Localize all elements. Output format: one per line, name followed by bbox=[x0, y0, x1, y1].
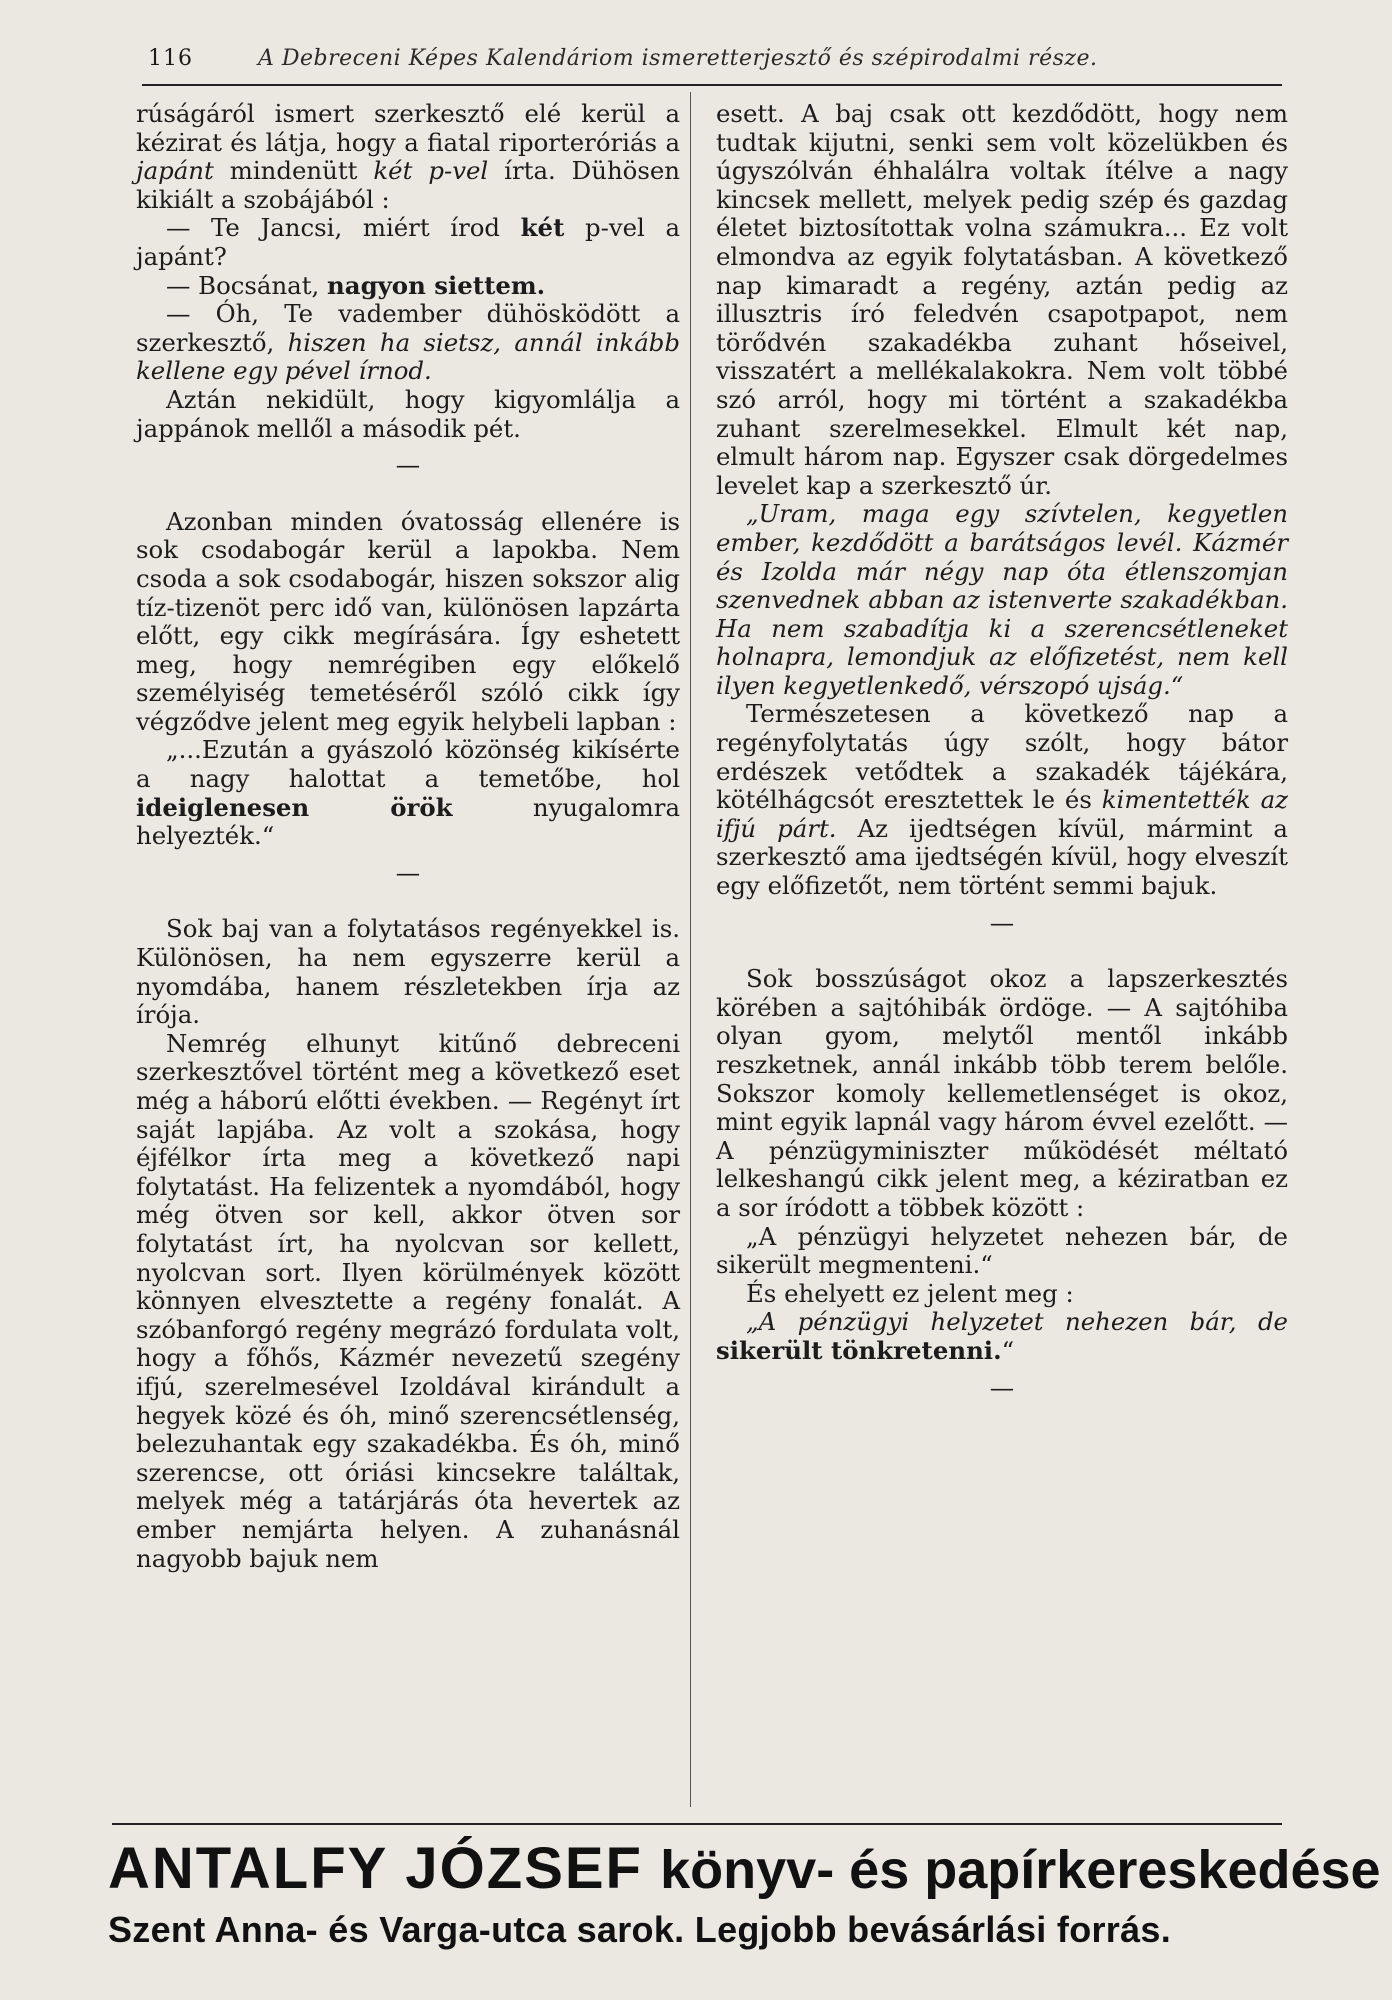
section-separator: — bbox=[395, 450, 421, 480]
paragraph: Sok bosszúságot okoz a lapszerkesztés körében a sajtóhibák ördöge. — A sajtóhiba olyan gyom, melytől mentől inkább reszketnek, annál inkább több terem belőle. Sokszor komoly kellemetlenséget is okoz, mint egyik lapnál vagy három évvel ezelőtt. — A pénzügyminiszter működését méltató lelkeshangú cikk jelent meg, a kéziratban ez a sor íródott a többek között : bbox=[716, 964, 1288, 1222]
dialogue-line: — Bocsánat, nagyon siettem. bbox=[166, 270, 546, 300]
paragraph: esett. A baj csak ott kezdődött, hogy nem tudtak kijutni, senki sem volt közelükben és úgyszólván éhhalálra voltak ítélve a nagy kincsek mellett, melyek pedig szép és gazdag életet biztosítottak volna számukra... Ez volt elmondva az egyik folytatásban. A következő nap kimaradt a regény, aztán pedig az illusztris író feledvén csapotpapot, nem törődvén szakadékba zuhant hőseivel, visszatért a mellékalakokra. Nem volt többé szó arról, hogy mi történt a szakadékba zuhant szerelmesekkel. Elmult két nap, elmult három nap. Egyszer csak dörgedelmes levelet kap a szerkesztő úr. bbox=[716, 99, 1288, 500]
ad-headline bbox=[108, 1836, 1381, 1903]
running-title: A Debreceni Képes Kalendáriom ismeretterjesztő és szépirodalmi része. bbox=[258, 46, 1098, 71]
ad-address: Szent Anna- és Varga-utca sarok. bbox=[108, 1909, 685, 1950]
page-number: 116 bbox=[148, 46, 193, 71]
advertisement bbox=[108, 1836, 1381, 1955]
section-separator: — bbox=[395, 857, 421, 887]
ad-subline bbox=[108, 1905, 1288, 1955]
header-rule bbox=[142, 84, 1282, 86]
right-column bbox=[716, 100, 1288, 1410]
quote: „A pénzügyi helyzetet nehezen bár, de sikerült tönkretenni.“ bbox=[716, 1307, 1288, 1365]
section-separator: — bbox=[989, 1372, 1015, 1402]
letter-quote: „Uram, maga egy szívtelen, kegyetlen ember, kezdődött a barátságos levél. Kázmér és Izolda már négy nap óta étlenszomjan szenvednek abban az istenverte szakadékban. Ha nem szabadítja ki a szerencsétleneket holnapra, lemondjuk az előfizetést, nem kell ilyen kegyetlenkedő, vérszopó ujság.“ bbox=[716, 499, 1288, 700]
left-column bbox=[136, 100, 680, 1573]
quote: „A pénzügyi helyzetet nehezen bár, de sikerült megmenteni.“ bbox=[716, 1221, 1288, 1280]
paragraph: Sok baj van a folytatásos regényekkel is. Különösen, ha nem egyszerre kerül a nyomdába, hanem részletekben írja az írója. bbox=[136, 914, 680, 1030]
section-separator: — bbox=[989, 907, 1015, 937]
paragraph: Azonban minden óvatosság ellenére is sok csodabogár kerül a lapokba. Nem csoda a sok csodabogár, hiszen sokszor alig tíz-tizenöt perc idő van, különösen lapzárta előtt, egy cikk megírására. Így eshetett meg, hogy nemrégiben egy előkelő személyiség temetéséről szóló cikk így végződve jelent meg egyik helybeli lapban : bbox=[136, 506, 680, 736]
running-header bbox=[148, 42, 1178, 86]
quote: „...Ezután a gyászoló közönség kikísérte a nagy halottat a temetőbe, hol ideiglenesen örök nyugalomra helyezték.“ bbox=[136, 735, 680, 851]
ad-slogan: Legjobb bevásárlási forrás. bbox=[694, 1909, 1172, 1950]
dialogue-line: — Óh, Te vadember dühösködött a szerkesztő, hiszen ha sietsz, annál inkább kellene egy pével írnod. bbox=[136, 299, 680, 386]
ad-business: könyv- és papírkereskedése bbox=[660, 1840, 1381, 1900]
paragraph: rúságáról ismert szerkesztő elé kerül a kézirat és látja, hogy a fiatal riporteróriás a japánt mindenütt két p-vel írta. Dühösen kikiált a szobájából : bbox=[136, 99, 681, 214]
paragraph: Aztán nekidült, hogy kigyomlálja a jappánok mellől a második pét. bbox=[136, 384, 680, 443]
paragraph: Természetesen a következő nap a regényfolytatás úgy szólt, hogy bátor erdészek vetődtek a szakadék tájékára, kötélhágcsót eresztettek le és kimentették az ifjú párt. Az ijedtségen kívül, mármint a szerkesztő ama ijedtségén kívül, hogy elveszít egy előfizetőt, nem történt semmi bajuk. bbox=[716, 699, 1288, 901]
dialogue-line: — Te Jancsi, miért írod két p-vel a japánt? bbox=[136, 213, 680, 271]
paragraph: És ehelyett ez jelent meg : bbox=[746, 1278, 1074, 1308]
ad-name: ANTALFY JÓZSEF bbox=[108, 1836, 643, 1901]
ad-rule bbox=[112, 1823, 1282, 1825]
paragraph: Nemrég elhunyt kitűnő debreceni szerkesztővel történt meg a következő eset még a háború előtti években. — Regényt írt saját lapjába. Az volt a szokása, hogy éjfélkor írta meg a következő napi folytatást. Ha felizentek a nyomdából, hogy még ötven sor kell, akkor ötven sor folytatást írt, ha nyolcvan sor kellett, nyolcvan sort. Ilyen körülmények között könnyen elvesztette a regény fonalát. A szóbanforgó regény megrázó fordulata volt, hogy a főhős, Kázmér nevezetű szegény ifjú, szerelmesével Izoldával kirándult a hegyek közé és óh, minő szerencsétlenség, belezuhantak egy szakadékba. És óh, minő szerencse, ott óriási kincsekre találtak, melyek még a tatárjárás óta hevertek az ember nemjárta helyen. A zuhanásnál nagyobb bajuk nem bbox=[136, 1028, 680, 1573]
column-divider bbox=[690, 92, 691, 1807]
